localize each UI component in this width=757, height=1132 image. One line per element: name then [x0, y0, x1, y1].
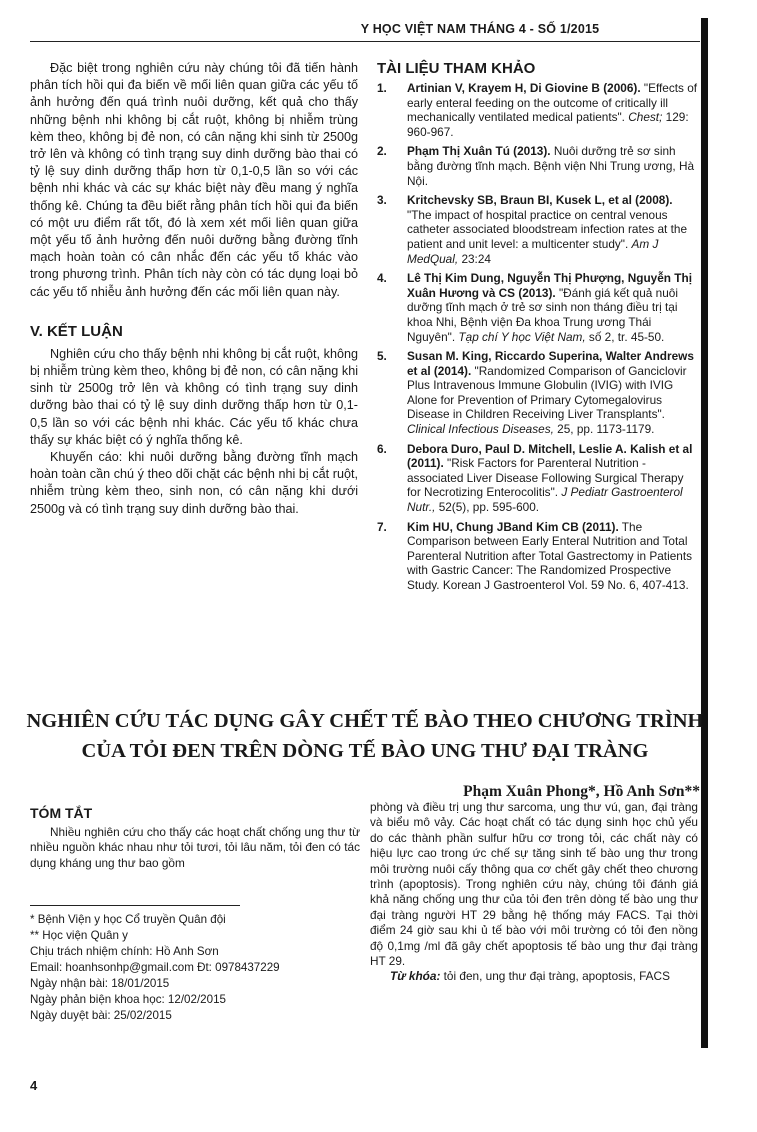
abstract-right — [370, 800, 698, 985]
journal-header: Y HỌC VIỆT NAM THÁNG 4 - SỐ 1/2015 — [360, 22, 600, 36]
conclusion-paragraph: Nghiên cứu cho thấy bệnh nhi không bị cắt ruột, không bị nhiễm trùng kèm theo, không bị đẻ non, có cân nặng khi sinh từ 2500g trở lên và không có tình trạng suy dinh dưỡng bào thai có tỷ lệ suy dinh dưỡng thấp hơn từ 0,1-0,5 lần so với các bệnh nhi khác. Các yếu tố khác chưa thấy sự khác biệt có ý nghĩa thống kê. — [30, 346, 358, 447]
affiliation-2: ** Học viện Quân y — [30, 929, 128, 942]
date-received: Ngày nhận bài: 18/01/2015 — [30, 977, 170, 990]
footnotes — [30, 912, 360, 1024]
reference-item: 6. Debora Duro, Paul D. Mitchell, Leslie A. Kalish et al (2011). "Risk Factors for Parenteral Nutrition - associated Liver Disease Following Surgical Therapy for Necrotizing Enterocolitis". J Pediatr Gastroenterol Nutr., 52(5), pp. 595-600. — [377, 441, 693, 515]
reference-item: 7. Kim HU, Chung JBand Kim CB (2011). The Comparison between Early Enteral Nutrition and Total Parenteral Nutrition after Total Gastrectomy in Patients with Gastric Cancer: The Randomized Prospective Study. Korean J Gastroenterol Vol. 59 No. 6, 407-413. — [377, 519, 693, 592]
references-list — [377, 81, 700, 593]
discussion-paragraph: Đặc biệt trong nghiên cứu này chúng tôi đã tiến hành phân tích hồi qui đa biến về mối liên quan giữa các yếu tố ảnh hưởng đến quá trình nuôi dưỡng, kết quả cho thấy những bệnh nhi không bị cắt ruột, không bị nhiễm trùng kèm theo, không bị đẻ non, có cân nặng khi sinh từ 2500g trở lên và không có tình trạng suy dinh dưỡng bào thai có tỷ lệ suy dinh dưỡng thấp hơn từ 0,1-0,5 lần so với các bệnh nhi khác và các sự khác biệt này đều mang ý nghĩa thống kê. Chúng ta đều biết rằng phân tích hồi qui đa biến có một ưu điểm rất tốt, đó là xem xét mối liên quan giữa một yếu tố ảnh hưởng đến nuôi dưỡng bằng đường tĩnh mạch hoàn toàn có cân nhắc đến các yếu tố khác vào trong phương trình. Phân tích này còn có tác dụng loại bỏ các yếu tố nhiễu ảnh hưởng đến các mối liên quan này. — [30, 61, 358, 299]
contact-email: Email: hoanhsonhp@gmail.com Đt: 0978437229 — [30, 961, 280, 974]
keywords-value: tỏi đen, ung thư đại tràng, apoptosis, FACS — [443, 969, 670, 984]
references-heading: TÀI LIỆU THAM KHẢO — [377, 60, 536, 77]
date-approved: Ngày duyệt bài: 25/02/2015 — [30, 1009, 172, 1022]
article-title-line: CỦA TỎI ĐEN TRÊN DÒNG TẾ BÀO UNG THƯ ĐẠI TRÀNG — [81, 740, 649, 762]
header-rule — [30, 41, 700, 42]
left-column — [30, 60, 358, 518]
responsible-author: Chịu trách nhiệm chính: Hồ Anh Sơn — [30, 945, 219, 958]
affiliation-1: * Bệnh Viện y học Cổ truyền Quân đội — [30, 913, 226, 926]
date-reviewed: Ngày phản biện khoa học: 12/02/2015 — [30, 993, 226, 1006]
abstract-text-start: Nhiều nghiên cứu cho thấy các hoạt chất chống ung thư từ nhiều nguồn khác nhau như tỏi tươi, tỏi lâu năm, tỏi đen có tác dụng kháng ung thư bao gồm — [30, 825, 360, 870]
keywords-label: Từ khóa: — [390, 969, 441, 984]
reference-item: 4. Lê Thị Kim Dung, Nguyễn Thị Phượng, Nguyễn Thị Xuân Hương và CS (2013). "Đánh giá kết quả nuôi dưỡng tĩnh mạch ở trẻ sơ sinh non tháng điều trị tại khoa Nhi, Bệnh viện Đa khoa Trung ương Thái Nguyên". Tạp chí Y học Việt Nam, số 2, tr. 45-50. — [377, 271, 692, 344]
abstract-heading: TÓM TẮT — [30, 805, 93, 821]
reference-item: 5. Susan M. King, Riccardo Superina, Walter Andrews et al (2014). "Randomized Comparison of Ganciclovir Plus Intravenous Immune Globulin (IVIG) with IVIG Alone for Prevention of Primary Cytomegalovirus Disease in Children Receiving Liver Transplants". Clinical Infectious Diseases, 25, pp. 1173-1179. — [377, 349, 694, 437]
references-section — [377, 60, 700, 598]
article-authors: Phạm Xuân Phong*, Hồ Anh Sơn** — [463, 783, 700, 800]
abstract-left — [30, 805, 360, 871]
page-edge-bar — [701, 18, 708, 1048]
reference-item: 1. Artinian V, Krayem H, Di Giovine B (2006). "Effects of early enteral feeding on the outcome of critically ill mechanically ventilated medical patients". Chest; 129: 960-967. — [377, 81, 698, 139]
reference-item: 2. Phạm Thị Xuân Tú (2013). Nuôi dưỡng trẻ sơ sinh bằng đường tĩnh mạch. Bệnh viện Nhi Trung ương, Hà Nội. — [377, 144, 695, 188]
article-title — [20, 706, 710, 766]
conclusion-heading: V. KẾT LUẬN — [30, 322, 123, 340]
page-number: 4 — [30, 1078, 38, 1093]
article-title-line: NGHIÊN CỨU TÁC DỤNG GÂY CHẾT TẾ BÀO THEO CHƯƠNG TRÌNH — [26, 710, 704, 732]
keywords — [370, 969, 698, 984]
recommendation-paragraph: Khuyến cáo: khi nuôi dưỡng bằng đường tĩnh mạch hoàn toàn cần chú ý theo dõi chặt các bệnh nhi bị cắt ruột, nhiễm trùng kèm theo, sinh non, có cân nặng khi dưới 2500g và có tình trạng suy dinh dưỡng bào thai. — [30, 450, 358, 516]
reference-item: 3. Kritchevsky SB, Braun BI, Kusek L, et al (2008). "The impact of hospital practice on central venous catheter associated bloodstream infection rates at the patient and unit level: a multicenter study". Am J MedQual, 23:24 — [377, 193, 688, 266]
footnote-rule — [30, 905, 240, 906]
abstract-text-continued: phòng và điều trị ung thư sarcoma, ung thư vú, gan, đại tràng và biểu mô vảy. Các hoạt chất có tác dụng sinh học chủ yếu do các thành phần sulfur hữu cơ trong tỏi, các chất này có hiệu lực cao trong ức chế sự tăng sinh tế bào ung thư trong môi trường nuôi cấy thông qua cơ chết gây chết theo chương trình (apoptosis). Trong nghiên cứu này, chúng tôi đánh giá khả năng chống ung thư của tỏi đen trên dòng tế bào ung thư đại tràng người HT 29 bằng hệ thống máy FACS. Tại thời điểm 24 giờ sau khi ủ tế bào với môi trường có tỏi đen nồng độ 0,1mg /ml đã gây chết apoptosis tế bào ung thư đại tràng HT 29. — [370, 800, 698, 969]
